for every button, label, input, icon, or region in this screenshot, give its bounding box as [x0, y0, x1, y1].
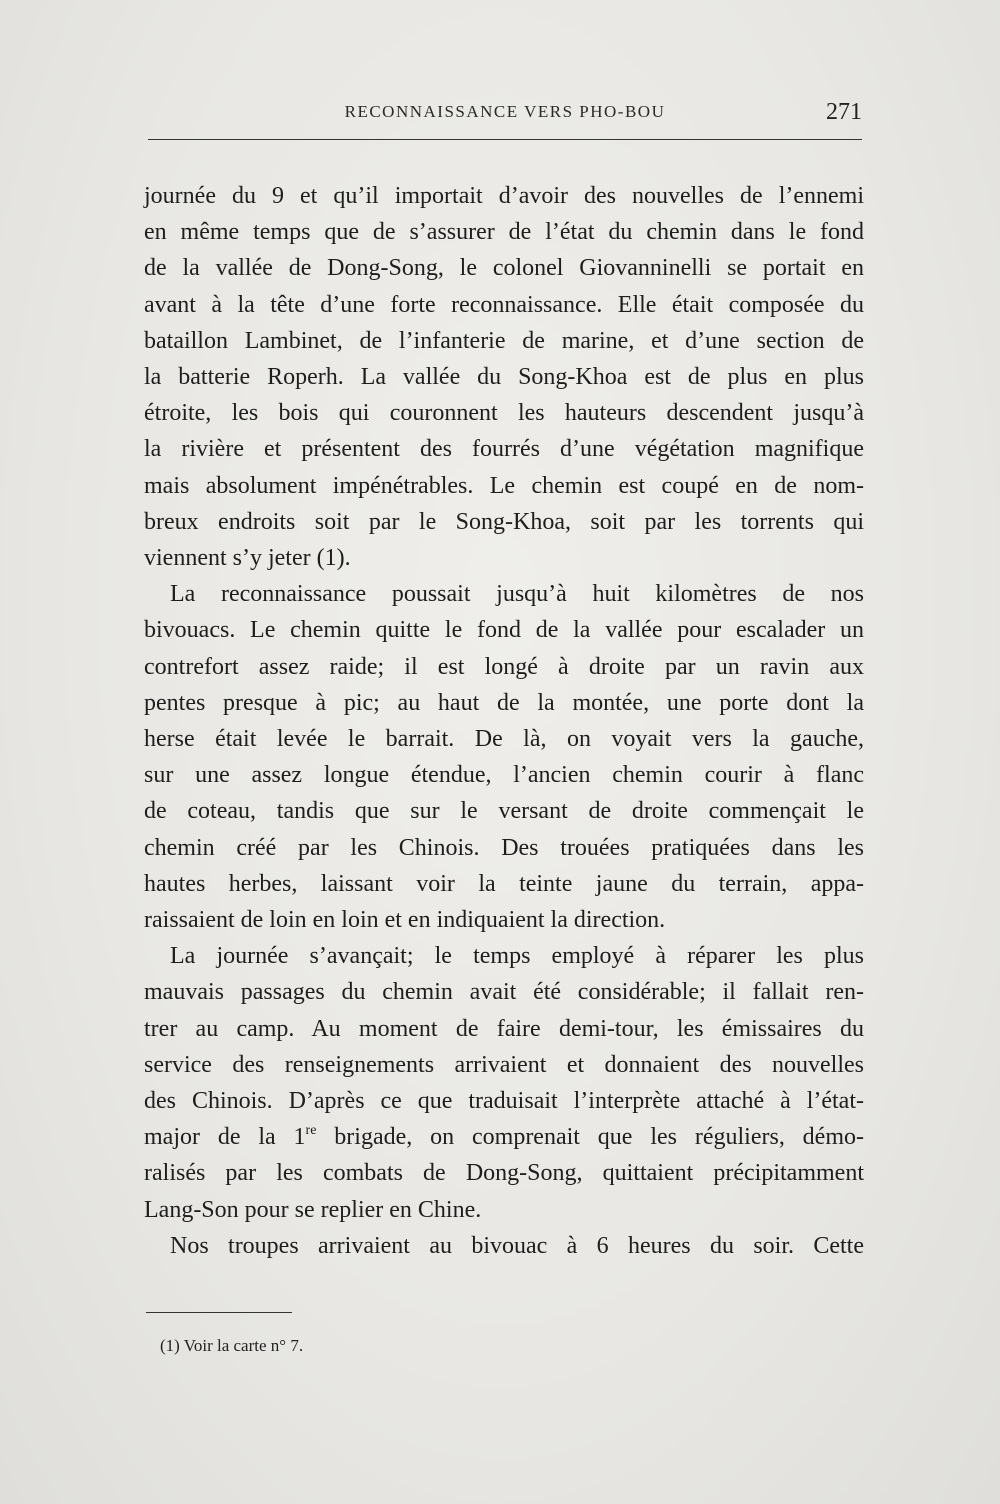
text-line: des Chinois. D’après ce que traduisait l’interprète attaché à l’état- — [144, 1088, 864, 1115]
text-line: ralisés par les combats de Dong-Song, quittaient précipitamment — [144, 1160, 864, 1187]
text-line: contrefort assez raide; il est longé à droite par un ravin aux — [144, 653, 864, 680]
text-fragment: major de la 1 — [144, 1124, 306, 1151]
footnote: (1) Voir la carte n° 7. — [160, 1336, 304, 1355]
text-line: herse était levée le barrait. De là, on voyait vers la gauche, — [144, 726, 864, 753]
page-number: 271 — [826, 99, 862, 125]
text-line: service des renseignements arrivaient et donnaient des nouvelles — [144, 1051, 864, 1078]
paragraph-4 — [144, 1228, 864, 1264]
paragraph-1 — [144, 178, 864, 576]
running-title: RECONNAISSANCE VERS PHO-BOU — [344, 102, 666, 121]
text-line: avant à la tête d’une forte reconnaissance. Elle était composée du — [144, 291, 864, 318]
text-line: la batterie Roperh. La vallée du Song-Khoa est de plus en plus — [144, 364, 864, 391]
text-line: viennent s’y jeter (1). — [144, 545, 351, 572]
text-line: sur une assez longue étendue, l’ancien chemin courir à flanc — [144, 762, 864, 789]
text-line: raissaient de loin en loin et en indiquaient la direction. — [144, 907, 666, 934]
text-line: Nos troupes arrivaient au bivouac à 6 heures du soir. Cette — [170, 1232, 864, 1259]
text-line: la rivière et présentent des fourrés d’une végétation magnifique — [144, 436, 864, 463]
text-line: hautes herbes, laissant voir la teinte jaune du terrain, appa- — [144, 870, 864, 897]
superscript: re — [305, 1123, 317, 1139]
paragraph-2 — [144, 576, 864, 938]
text-fragment: brigade, on comprenait que les réguliers, démo- — [316, 1124, 864, 1151]
text-line: chemin créé par les Chinois. Des trouées pratiquées dans les — [144, 834, 864, 861]
text-line: de la vallée de Dong-Song, le colonel Giovanninelli se portait en — [144, 255, 864, 282]
page-header — [148, 92, 862, 132]
text-line: Lang-Son pour se replier en Chine. — [144, 1196, 482, 1223]
text-line: La journée s’avançait; le temps employé à réparer les plus — [170, 943, 864, 970]
text-line: journée du 9 et qu’il importait d’avoir des nouvelles de l’ennemi — [144, 183, 864, 209]
footnote-rule — [146, 1312, 292, 1313]
text-line: en même temps que de s’assurer de l’état du chemin dans le fond — [144, 219, 864, 246]
body-text — [144, 178, 864, 1264]
text-line: mauvais passages du chemin avait été considérable; il fallait ren- — [144, 979, 864, 1006]
text-line: bataillon Lambinet, de l’infanterie de marine, et d’une section de — [144, 327, 864, 354]
text-line: pentes presque à pic; au haut de la montée, une porte dont la — [144, 689, 864, 716]
text-line: mais absolument impénétrables. Le chemin est coupé en de nom- — [144, 472, 864, 499]
text-line: trer au camp. Au moment de faire demi-tour, les émissaires du — [144, 1015, 864, 1042]
text-line: breux endroits soit par le Song-Khoa, soit par les torrents qui — [144, 508, 864, 535]
header-rule — [148, 139, 862, 140]
text-line — [144, 1119, 864, 1155]
paragraph-3 — [144, 938, 864, 1228]
text-line: bivouacs. Le chemin quitte le fond de la vallée pour escalader un — [144, 617, 864, 644]
text-line: La reconnaissance poussait jusqu’à huit kilomètres de nos — [170, 581, 864, 608]
text-line: de coteau, tandis que sur le versant de droite commençait le — [144, 798, 864, 825]
text-line: étroite, les bois qui couronnent les hauteurs descendent jusqu’à — [144, 400, 864, 427]
